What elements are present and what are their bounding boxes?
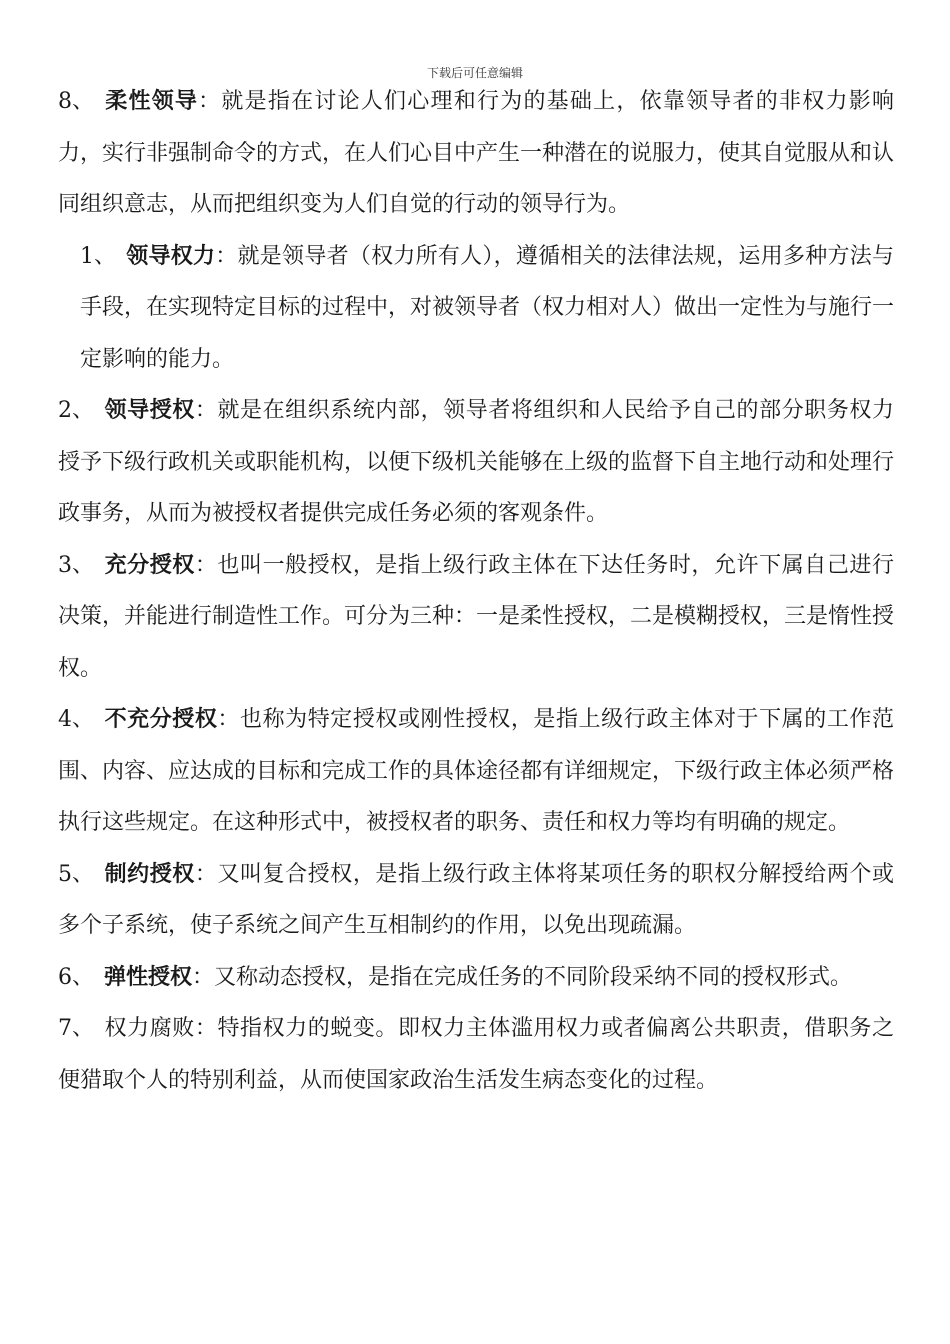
- item-term: 领导授权: [104, 398, 195, 423]
- item-term: 制约授权: [104, 861, 195, 887]
- item-number: 6、: [58, 964, 94, 990]
- item-term: 权力腐败: [104, 1016, 195, 1041]
- definition-item-5: [58, 849, 894, 952]
- definition-item-8: [58, 76, 894, 231]
- definition-item-7: [58, 1003, 894, 1106]
- item-term: 弹性授权: [104, 964, 193, 990]
- item-text: 又称动态授权，是指在完成任务的不同阶段采纳不同的授权形式。: [214, 964, 853, 990]
- item-term: 不充分授权: [104, 707, 218, 732]
- item-number: 7、: [58, 1016, 94, 1041]
- item-term: 领导权力: [126, 243, 216, 269]
- definition-item-3: [58, 540, 894, 695]
- item-number: 4、: [58, 707, 94, 732]
- item-separator: ：: [194, 552, 218, 578]
- item-separator: ：: [194, 398, 218, 423]
- item-text: 也叫一般授权，是指上级行政主体在下达任务时，允许下属自己进行决策，并能进行制造性工作。可分为三种：一是柔性授权，二是模糊授权，三是惰性授权。: [58, 552, 895, 681]
- item-text: 就是在组织系统内部，领导者将组织和人民给予自己的部分职务权力授予下级行政机关或职能机构，以便下级机关能够在上级的监督下自主地行动和处理行政事务，从而为被授权者提供完成任务必须的客观条件。: [58, 398, 895, 526]
- item-separator: ：: [192, 964, 215, 990]
- item-number: 5、: [58, 861, 94, 887]
- item-text: 特指权力的蜕变。即权力主体滥用权力或者偏离公共职责，借职务之便猎取个人的特别利益，从而使国家政治生活发生病态变化的过程。: [58, 1016, 894, 1093]
- header-note: 下载后可任意编辑: [426, 66, 523, 80]
- definition-item-2: [58, 385, 894, 540]
- item-number: 3、: [58, 552, 94, 578]
- item-separator: ：: [198, 89, 222, 114]
- item-separator: ：: [194, 1016, 218, 1041]
- item-text: 又叫复合授权，是指上级行政主体将某项任务的职权分解授给两个或多个子系统，使子系统之间产生互相制约的作用，以免出现疏漏。: [58, 861, 894, 938]
- definition-item-6: [58, 952, 894, 1004]
- item-number: 8、: [58, 89, 94, 114]
- item-term: 充分授权: [104, 552, 195, 578]
- definition-item-1: [58, 231, 894, 386]
- item-text: 就是指在讨论人们心理和行为的基础上，依靠领导者的非权力影响力，实行非强制命令的方式，在人们心目中产生一种潜在的说服力，使其自觉服从和认同组织意志，从而把组织变为人们自觉的行动的领导行为。: [58, 89, 895, 217]
- item-separator: ：: [215, 243, 238, 269]
- item-number: 1、: [80, 243, 116, 269]
- item-separator: ：: [217, 707, 240, 732]
- item-term: 柔性领导: [104, 89, 199, 114]
- item-number: 2、: [58, 398, 94, 423]
- definition-item-4: [58, 694, 894, 849]
- item-text: 也称为特定授权或刚性授权，是指上级行政主体对于下属的工作范围、内容、应达成的目标和完成工作的具体途径都有详细规定，下级行政主体必须严格执行这些规定。在这种形式中，被授权者的职务、责任和权力等均有明确的规定。: [58, 707, 895, 835]
- item-text: 就是领导者（权力所有人），遵循相关的法律法规，运用多种方法与手段，在实现特定目标的过程中，对被领导者（权力相对人）做出一定性为与施行一定影响的能力。: [80, 243, 895, 372]
- item-separator: ：: [194, 861, 218, 887]
- document-body: [58, 76, 894, 1106]
